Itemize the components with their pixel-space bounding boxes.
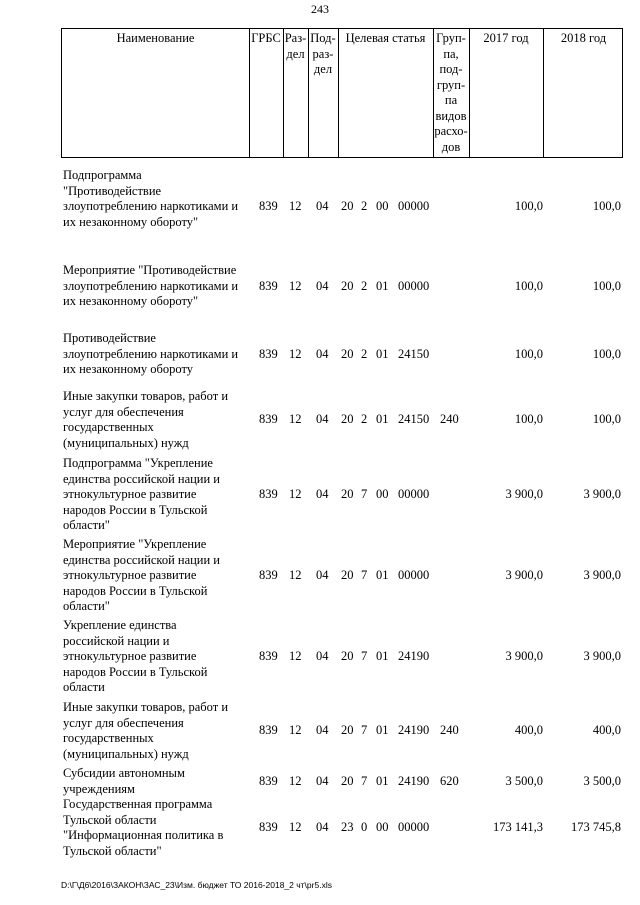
row-target-direction: 24150	[398, 412, 430, 427]
header-2017: 2017 год	[483, 31, 529, 45]
row-target-program: 20	[341, 568, 354, 582]
row-target-program: 20	[341, 199, 354, 213]
row-target-event: 01	[376, 723, 389, 738]
row-value-2018: 100,0	[592, 199, 621, 213]
row-grbs: 839	[259, 278, 278, 293]
row-value-2017: 100,0	[514, 278, 543, 293]
row-grbs: 839	[259, 412, 278, 427]
row-target-program: 20	[341, 278, 354, 293]
row-value-2018: 100,0	[592, 278, 621, 293]
row-value-2018: 3 900,0	[583, 649, 621, 663]
row-target-direction: 00000	[398, 278, 430, 293]
row-value-2017: 100,0	[514, 346, 543, 361]
row-target-event: 00	[376, 199, 389, 213]
row-name: Государственная программа Тульской области "Информационная политика в Тульской области"	[63, 797, 224, 858]
row-razdel: 12	[289, 820, 302, 835]
row-target-event: 00	[376, 487, 389, 501]
row-name: Укрепление единства российской нации и этнокультурное развитие народов России в Тульской области	[63, 618, 208, 694]
row-value-2018: 3 900,0	[583, 487, 621, 501]
row-value-2017: 100,0	[514, 412, 543, 427]
row-value-2017: 173 141,3	[493, 820, 543, 835]
row-value-2017: 3 500,0	[505, 773, 543, 788]
row-razdel: 12	[289, 199, 302, 213]
column-divider	[543, 29, 544, 157]
row-target-program: 20	[341, 412, 354, 427]
row-target-event: 01	[376, 346, 389, 361]
row-target-subprogram: 2	[361, 278, 368, 293]
row-grbs: 839	[259, 723, 278, 738]
row-target-direction: 00000	[398, 820, 430, 835]
row-razdel: 12	[289, 723, 302, 738]
row-target-subprogram: 7	[361, 773, 368, 788]
row-name: Мероприятие "Укрепление единства российской нации и этнокультурное развитие народов России в Тульской области"	[63, 537, 221, 613]
row-target-program: 23	[341, 820, 354, 835]
row-podrazdel: 04	[316, 820, 329, 835]
header-podrazdel: Под- раз- дел	[310, 31, 336, 76]
row-grbs: 839	[259, 820, 278, 835]
row-grbs: 839	[259, 487, 278, 501]
header-razdel: Раз- дел	[284, 31, 307, 61]
row-razdel: 12	[289, 278, 302, 293]
row-target-direction: 00000	[398, 487, 430, 501]
row-podrazdel: 04	[316, 199, 329, 213]
row-target-subprogram: 7	[361, 723, 368, 738]
row-target-direction: 24150	[398, 346, 430, 361]
column-divider	[469, 29, 470, 157]
row-podrazdel: 04	[316, 278, 329, 293]
row-group-code: 240	[440, 412, 459, 427]
row-target-program: 20	[341, 346, 354, 361]
row-podrazdel: 04	[316, 412, 329, 427]
row-target-direction: 24190	[398, 773, 430, 788]
column-divider	[338, 29, 339, 157]
row-razdel: 12	[289, 487, 302, 501]
row-name: Подпрограмма "Укрепление единства российской нации и этнокультурное развитие народов России в Тульской области"	[63, 456, 221, 532]
row-target-direction: 24190	[398, 649, 430, 663]
row-razdel: 12	[289, 773, 302, 788]
row-target-direction: 00000	[398, 568, 430, 582]
row-value-2017: 400,0	[514, 723, 543, 738]
row-podrazdel: 04	[316, 649, 329, 663]
row-target-program: 20	[341, 723, 354, 738]
row-value-2018: 400,0	[592, 723, 621, 738]
column-divider	[249, 29, 250, 157]
row-target-subprogram: 0	[361, 820, 368, 835]
header-target: Целевая статья	[345, 31, 426, 45]
table-header	[61, 28, 623, 158]
row-value-2018: 173 745,8	[571, 820, 621, 835]
row-target-direction: 24190	[398, 723, 430, 738]
row-target-subprogram: 2	[361, 412, 368, 427]
header-group: Груп- па, под- груп- па видов расхо- дов	[434, 31, 468, 154]
row-value-2017: 3 900,0	[505, 568, 543, 582]
row-value-2018: 3 500,0	[583, 773, 621, 788]
row-group-code: 620	[440, 773, 459, 788]
row-name: Подпрограмма "Противодействие злоупотреблению наркотиками и их незаконному обороту"	[63, 168, 239, 229]
header-grbs: ГРБС	[251, 31, 281, 45]
row-target-event: 01	[376, 649, 389, 663]
row-grbs: 839	[259, 346, 278, 361]
row-target-event: 01	[376, 278, 389, 293]
row-target-event: 00	[376, 820, 389, 835]
row-name: Иные закупки товаров, работ и услуг для обеспечения государственных (муниципальных) нужд	[63, 700, 229, 761]
row-name: Субсидии автономным учреждениям	[63, 766, 185, 796]
row-grbs: 839	[259, 649, 278, 663]
row-target-subprogram: 2	[361, 346, 368, 361]
file-path: D:\Г\Д6\2016\ЗАКОН\ЗАС_23\Изм. бюджет ТО 2016-2018_2 чт\pr5.xls	[61, 880, 332, 890]
row-target-subprogram: 2	[361, 199, 368, 213]
row-name: Мероприятие "Противодействие злоупотреблению наркотиками и их незаконному обороту"	[63, 263, 239, 308]
row-group-code: 240	[440, 723, 459, 738]
row-grbs: 839	[259, 199, 278, 213]
row-value-2018: 3 900,0	[583, 568, 621, 582]
row-podrazdel: 04	[316, 487, 329, 501]
row-target-program: 20	[341, 773, 354, 788]
row-grbs: 839	[259, 773, 278, 788]
row-target-event: 01	[376, 412, 389, 427]
row-podrazdel: 04	[316, 723, 329, 738]
row-target-subprogram: 7	[361, 487, 368, 501]
row-target-program: 20	[341, 487, 354, 501]
row-razdel: 12	[289, 346, 302, 361]
row-grbs: 839	[259, 568, 278, 582]
row-target-event: 01	[376, 568, 389, 582]
row-target-program: 20	[341, 649, 354, 663]
row-razdel: 12	[289, 412, 302, 427]
row-podrazdel: 04	[316, 773, 329, 788]
header-name: Наименование	[116, 31, 195, 45]
row-podrazdel: 04	[316, 346, 329, 361]
row-podrazdel: 04	[316, 568, 329, 582]
row-value-2017: 3 900,0	[505, 487, 543, 501]
row-value-2017: 100,0	[514, 199, 543, 213]
row-target-event: 01	[376, 773, 389, 788]
row-target-subprogram: 7	[361, 568, 368, 582]
row-value-2018: 100,0	[592, 412, 621, 427]
row-value-2017: 3 900,0	[505, 649, 543, 663]
row-value-2018: 100,0	[592, 346, 621, 361]
row-name: Иные закупки товаров, работ и услуг для обеспечения государственных (муниципальных) нужд	[63, 389, 229, 450]
row-name: Противодействие злоупотреблению наркотиками и их незаконному обороту	[63, 331, 239, 376]
row-target-direction: 00000	[398, 199, 430, 213]
row-target-subprogram: 7	[361, 649, 368, 663]
row-razdel: 12	[289, 568, 302, 582]
row-razdel: 12	[289, 649, 302, 663]
page-number: 243	[311, 2, 329, 16]
header-2018: 2018 год	[560, 31, 607, 45]
